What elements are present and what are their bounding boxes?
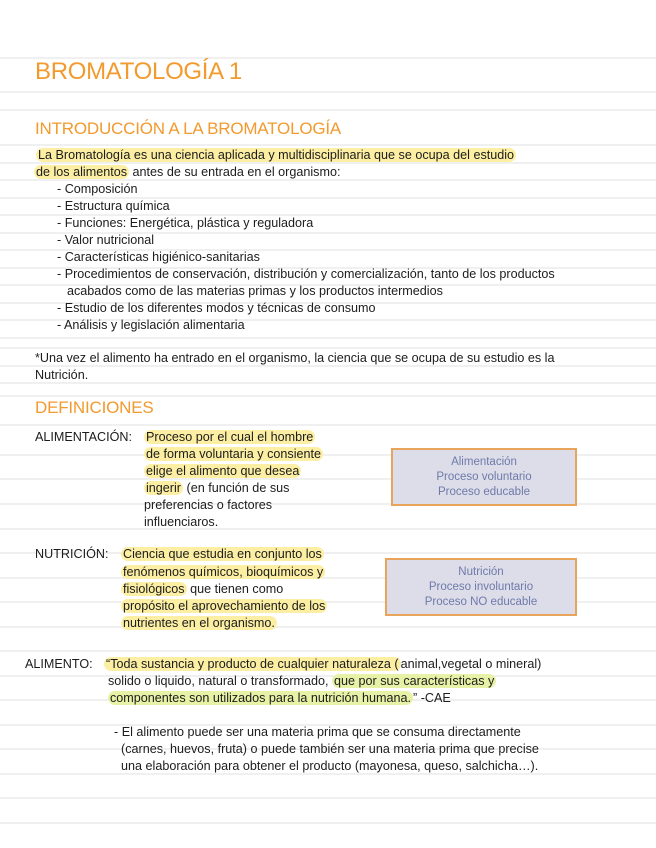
box-line: Proceso NO educable [424,595,538,608]
nutricion-text: que tienen como [186,582,284,596]
highlight: de forma voluntaria y consiente [146,447,322,461]
alimento-line-3 [108,690,451,706]
highlight-green: componentes son utilizados para la nutrición humana. [110,691,412,705]
intro-text: antes de su entrada en el organismo: [129,165,341,179]
list-item: - Composición [57,182,138,196]
alimento-text: ” -CAE [413,691,451,705]
box-line: Alimentación [451,455,517,468]
nutricion-line-5 [121,615,277,631]
list-item-continuation: acabados como de las materias primas y los productos intermedios [67,284,443,298]
list-item: - Estructura química [57,199,170,213]
alimentacion-line-1 [144,429,315,445]
nutricion-line-1 [121,546,324,562]
alimento-line-1 [104,656,541,672]
page-title: BROMATOLOGÍA 1 [35,58,242,85]
list-item: - Procedimientos de conservación, distribución y comercialización, tanto de los productos [57,267,555,281]
highlight: fisiológicos [123,582,185,596]
nutricion-line-4 [121,598,327,614]
intro-highlight-2: de los alimentos [36,165,128,179]
highlight-green: que por sus características y [334,674,495,688]
note-line-2: Nutrición. [35,368,89,382]
note-line-1: *Una vez el alimento ha entrado en el organismo, la ciencia que se ocupa de su estudio es la [35,351,555,365]
intro-paragraph-line-1 [36,147,516,163]
alimento-bullet-line-1: - El alimento puede ser una materia prima que se consuma directamente [114,725,521,739]
highlight: elige el alimento que desea [146,464,300,478]
alimentacion-line-2 [144,446,323,462]
highlight: “Toda sustancia y producto de cualquier naturaleza ( [106,657,399,671]
section-heading-definiciones: DEFINICIONES [35,398,154,417]
nutricion-line-3 [121,581,283,597]
intro-highlight-1: La Bromatología es una ciencia aplicada y multidisciplinaria que se ocupa del estudio [38,148,515,162]
alimentacion-line-4 [144,480,289,496]
list-item: - Valor nutricional [57,233,155,247]
term-alimentacion: ALIMENTACIÓN: [35,430,133,444]
nutricion-summary-box [385,558,577,616]
intro-paragraph-line-2 [34,164,340,180]
term-nutricion: NUTRICIÓN: [35,547,109,561]
alimentacion-summary-box [391,448,577,506]
alimento-line-2 [108,673,496,689]
highlight: propósito el aprovechamiento de los [123,599,326,613]
highlight: fenómenos químicos, bioquímicos y [123,565,324,579]
section-heading-introduccion: INTRODUCCIÓN A LA BROMATOLOGÍA [35,119,342,138]
list-item: - Características higiénico-sanitarias [57,250,260,264]
nutricion-line-2 [121,564,325,580]
box-line: Proceso involuntario [428,580,534,593]
highlight: nutrientes en el organismo. [123,616,275,630]
term-alimento: ALIMENTO: [25,657,93,671]
alimentacion-line-5: preferencias o factores [144,498,273,512]
highlight: Ciencia que estudia en conjunto los [123,547,322,561]
alimentacion-line-6: influenciaros. [144,515,219,529]
box-line: Nutrición [458,565,504,578]
alimentacion-text: (en función de sus [183,481,290,495]
box-line: Proceso voluntario [436,470,532,483]
alimento-text: animal,vegetal o mineral) [400,657,542,671]
list-item: - Estudio de los diferentes modos y técnicas de consumo [57,301,376,315]
highlight: Proceso por el cual el hombre [146,430,314,444]
box-line: Proceso educable [437,485,531,498]
highlight: ingerir [146,481,181,495]
alimento-bullet-line-2: (carnes, huevos, fruta) o puede también ser una materia prima que precise [121,742,539,756]
alimento-bullet-line-3: una elaboración para obtener el producto (mayonesa, queso, salchicha…). [121,759,539,773]
list-item: - Funciones: Energética, plástica y reguladora [57,216,314,230]
alimentacion-line-3 [144,463,301,479]
alimento-text: solido o liquido, natural o transformado, [108,674,333,688]
list-item: - Análisis y legislación alimentaria [57,318,245,332]
